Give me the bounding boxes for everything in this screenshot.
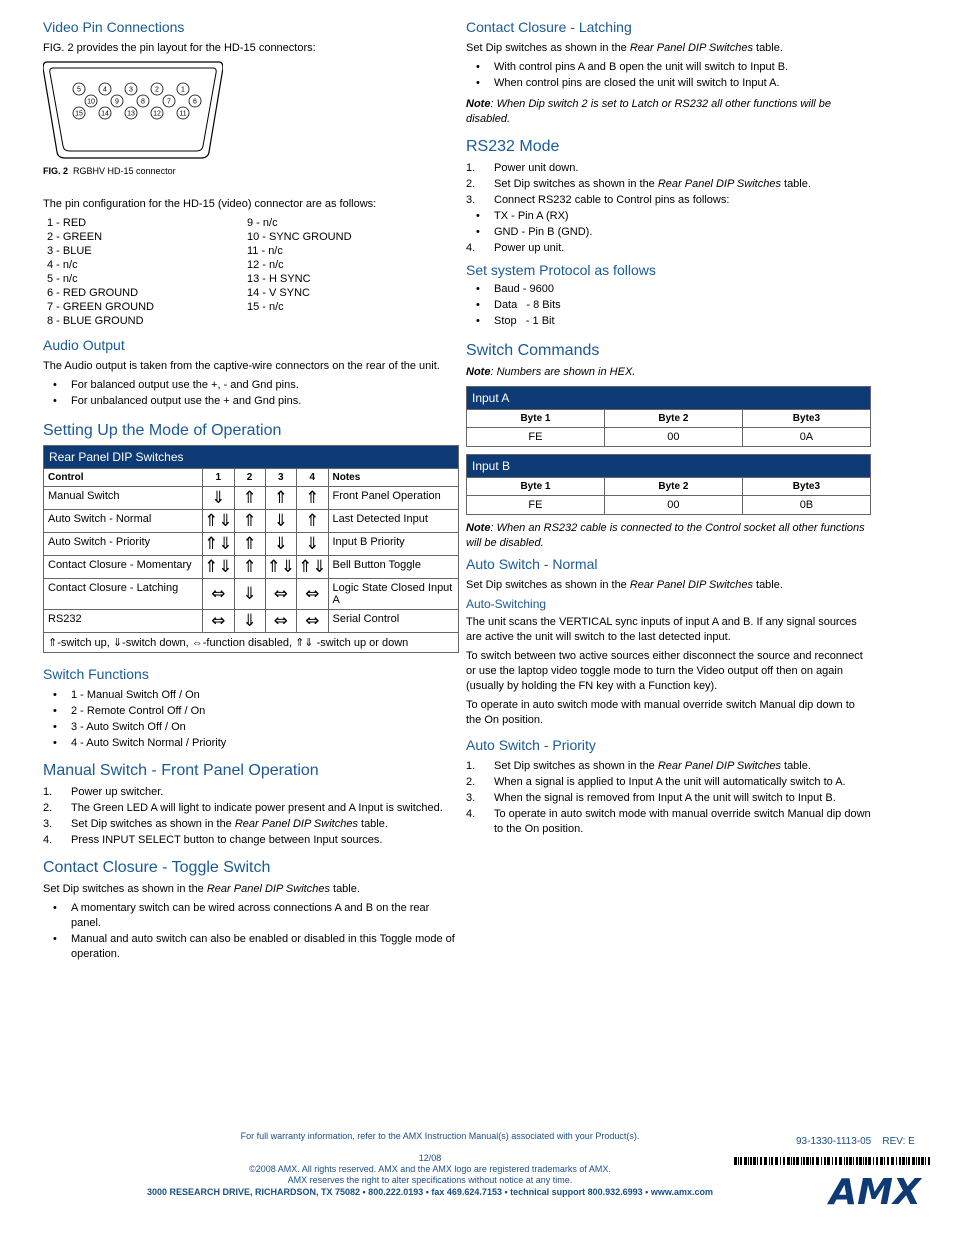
amx-logo-icon [815,1171,935,1209]
connector-pin-label: 11 [179,110,187,118]
functions-heading: Switch Functions [43,666,149,682]
dip-switch-state: ⇓ [265,533,297,556]
dip-switch-state: ⇔ [297,579,329,610]
dip-switch-state: ⇓ [265,510,297,533]
toggle-intro: Set Dip switches as shown in the Rear Panel DIP Switches table. [43,883,360,895]
rs232-step-4-list: Power up unit. [494,242,565,254]
rs232-steps: Power unit down. Set Dip switches as shown in the Rear Panel DIP Switches table. Connect RS232 cable to Control pins as follows: [466,161,871,208]
dip-row [44,487,459,510]
dip-switch-state: ⇑ [265,487,297,510]
dip-header-cell: 3 [265,469,297,487]
manual-heading: Manual Switch - Front Panel Operation [43,762,319,779]
dip-notes: Input B Priority [328,533,459,556]
connector-pin-label: 5 [77,86,81,94]
svg-text:AMX: AMX [829,1172,921,1209]
rs232-sub-list [466,209,871,240]
dip-header-cell: Control [44,469,203,487]
dip-header-cell: 1 [203,469,235,487]
footer-warranty: For full warranty information, refer to the AMX Instruction Manual(s) associated with your Product(s). [240,1131,640,1141]
audio-bullet: • For balanced output use the +, - and Gnd pins. [71,378,459,393]
audio-bullet: • For unbalanced output use the + and Gnd pins. [71,394,459,409]
hd15-connector-figure [43,60,223,160]
dip-control: Manual Switch [44,487,203,510]
dip-row [44,556,459,579]
input-b-table: Input B Byte 1 Byte 2 Byte3 FE 00 0B [466,454,871,515]
left-column [43,18,459,968]
function-item: • 2 - Remote Control Off / On [71,704,459,719]
dip-row [44,579,459,610]
function-item: • 3 - Auto Switch Off / On [71,720,459,735]
pin-item: 14 - V SYNC [247,287,310,299]
rs232-note: Note: When an RS232 cable is connected to the Control socket all other functions will be disabled. [466,522,865,549]
protocol-item: • Baud - 9600 [494,282,871,297]
dip-switch-state: ⇑ [234,556,265,579]
priority-steps: Set Dip switches as shown in the Rear Panel DIP Switches table. When a signal is applied to Input A the unit will automatically switch to A. When the signal is removed from Input A the unit will switch to Input B. To operate in auto switch mode with manual override switch Manual dip down to the On position. [494,760,871,835]
protocol-item: • Data - 8 Bits [494,298,871,313]
dip-notes: Logic State Closed Input A [328,579,459,610]
auto-normal-heading: Auto Switch - Normal [466,556,598,572]
pin-list [43,216,447,328]
dip-row [44,533,459,556]
function-item: • 1 - Manual Switch Off / On [71,688,459,703]
pin-item: 7 - GREEN GROUND [47,301,154,313]
dip-row [44,610,459,633]
dip-notes: Bell Button Toggle [328,556,459,579]
pin-item: 8 - BLUE GROUND [47,315,144,327]
connector-pin-label: 4 [103,86,107,94]
dip-control: Auto Switch - Normal [44,510,203,533]
dip-switch-state: ⇑⇓ [298,557,327,577]
connector-pin-label: 8 [141,98,145,106]
audio-heading: Audio Output [43,337,125,353]
audio-bullets [43,378,459,409]
protocol-heading: Set system Protocol as follows [466,262,656,278]
figure-caption: FIG. 2 RGBHV HD-15 connector [43,166,176,176]
pin-item: 13 - H SYNC [247,273,311,285]
pin-item: 12 - n/c [247,259,284,271]
connector-pin-label: 13 [127,110,135,118]
dip-switch-state: ⇑ [297,510,329,533]
function-item: • 4 - Auto Switch Normal / Priority [71,736,459,751]
audio-text: The Audio output is taken from the captive-wire connectors on the rear of the unit. [43,360,440,372]
dip-switch-state: ⇔ [297,610,329,633]
dip-switch-state: ⇑ [234,487,265,510]
dip-header-cell: 4 [297,469,329,487]
pin-item: 4 - n/c [47,259,78,271]
auto-switching-heading: Auto-Switching [466,597,547,611]
dip-notes: Front Panel Operation [328,487,459,510]
latch-bullets [466,60,871,91]
connector-pin-label: 3 [129,86,133,94]
dip-control: RS232 [44,610,203,633]
manual-step: Set Dip switches as shown in the Rear Panel DIP Switches table. [71,818,388,830]
dip-table-title: Rear Panel DIP Switches [44,446,459,469]
doc-number: 93-1330-1113-05 REV: E [796,1136,915,1147]
dip-control: Auto Switch - Priority [44,533,203,556]
dip-switch-state: ⇓ [203,487,235,510]
protocol-list [466,282,871,329]
connector-pin-label: 7 [167,98,171,106]
dip-switch-state: ⇓ [234,579,265,610]
pin-item: 9 - n/c [247,217,278,229]
pin-item: 1 - RED [47,217,87,229]
latch-heading: Contact Closure - Latching [466,19,632,35]
rs232-sub-item: • TX - Pin A (RX) [494,209,871,224]
dip-switch-state: ⇑ [234,533,265,556]
connector-pin-label: 12 [153,110,161,118]
dip-row [44,510,459,533]
pin-item: 10 - SYNC GROUND [247,231,352,243]
toggle-bullet: • Manual and auto switch can also be enabled or disabled in this Toggle mode of operation. [71,932,459,962]
latch-bullet: • When control pins are closed the unit will switch to Input A. [494,76,871,91]
auto-priority-heading: Auto Switch - Priority [466,737,596,753]
pin-item: 3 - BLUE [47,245,92,257]
priority-step-1: Set Dip switches as shown in the Rear Panel DIP Switches table. [494,760,811,772]
toggle-bullet: • A momentary switch can be wired across connections A and B on the rear panel. [71,901,459,931]
auto-para-3: To operate in auto switch mode with manual override switch Manual dip down to the On position. [466,699,855,726]
connector-pin-label: 10 [87,98,95,106]
dip-notes: Last Detected Input [328,510,459,533]
dip-switch-state: ⇑ [297,487,329,510]
dip-switch-state: ⇔ [265,610,297,633]
input-a-table: Input A Byte 1 Byte 2 Byte3 FE 00 0A [466,386,871,447]
video-pin-heading: Video Pin Connections [43,19,185,35]
rs232-sub-item: • GND - Pin B (GND). [494,225,871,240]
dip-switch-state: ⇑⇓ [266,557,295,577]
dip-header-cell: 2 [234,469,265,487]
dip-switch-state: ⇑⇓ [204,534,233,554]
dip-control: Contact Closure - Latching [44,579,203,610]
dip-switch-state: ⇑⇓ [204,557,233,577]
toggle-heading: Contact Closure - Toggle Switch [43,859,271,876]
connector-pin-label: 9 [115,98,119,106]
commands-heading: Switch Commands [466,342,600,359]
manual-step: Power up switcher. [71,786,164,798]
auto-normal-intro: Set Dip switches as shown in the Rear Panel DIP Switches table. [466,579,783,591]
dip-notes: Serial Control [328,610,459,633]
auto-para-2: To switch between two active sources either disconnect the source and reconnect or use the laptop video toggle mode to turn the Video output off then on again (usually by holding the FN key with a Function key). [466,650,863,692]
dip-header-cell: Notes [328,469,459,487]
connector-pin-label: 15 [75,110,83,118]
toggle-bullets [43,901,459,962]
hex-note: Note: Numbers are shown in HEX. [466,366,636,378]
dip-switch-state: ⇔ [203,610,235,633]
dip-switch-state: ⇔ [265,579,297,610]
connector-pin-label: 6 [193,98,197,106]
mode-heading: Setting Up the Mode of Operation [43,422,282,439]
pin-item: 5 - n/c [47,273,78,285]
rs232-step-2: Set Dip switches as shown in the Rear Panel DIP Switches table. [494,178,811,190]
dip-legend: ⇑-switch up, ⇓-switch down, ⇔-function disabled, ⇑⇓ -switch up or down [44,633,459,653]
dip-switch-state: ⇑ [234,510,265,533]
connector-pin-label: 2 [155,86,159,94]
latch-note: Note: When Dip switch 2 is set to Latch or RS232 all other functions will be disabled. [466,98,832,125]
manual-step: Press INPUT SELECT button to change between Input sources. [71,834,383,846]
protocol-item: • Stop - 1 Bit [494,314,871,329]
pin-item: 6 - RED GROUND [47,287,139,299]
manual-steps [43,785,459,848]
connector-pin-label: 1 [181,86,185,94]
pin-intro: The pin configuration for the HD-15 (video) connector are as follows: [43,198,377,210]
footer-legal: 12/08 ©2008 AMX. All rights reserved. AMX and the AMX logo are registered trademarks of AMX. AMX reserves the right to alter specifications without notice at any time. [249,1153,611,1185]
dip-switch-state: ⇓ [297,533,329,556]
barcode [734,1157,934,1165]
latch-intro: Set Dip switches as shown in the Rear Panel DIP Switches table. [466,42,783,54]
dip-switch-state: ⇑⇓ [204,511,233,531]
dip-switch-state: ⇔ [203,579,235,610]
dip-control: Contact Closure - Momentary [44,556,203,579]
footer-address: 3000 RESEARCH DRIVE, RICHARDSON, TX 75082 • 800.222.0193 • fax 469.624.7153 • technical support 800.932.6993 • www.amx.com [146,1187,714,1197]
rs232-heading: RS232 Mode [466,138,560,155]
auto-para-1: The unit scans the VERTICAL sync inputs of input A and B. If any signal sources are active the unit will switch to the last detected input. [466,616,857,643]
manual-step: The Green LED A will light to indicate power present and A Input is switched. [71,802,443,814]
amx-logo [815,1171,935,1209]
connector-pin-label: 14 [101,110,109,118]
pin-item: 15 - n/c [247,301,284,313]
functions-list [43,688,459,751]
pin-item: 11 - n/c [247,245,283,257]
right-column [466,18,871,843]
pin-item: 2 - GREEN [47,231,103,243]
video-intro: FIG. 2 provides the pin layout for the HD-15 connectors: [43,42,316,54]
latch-bullet: • With control pins A and B open the unit will switch to Input B. [494,60,871,75]
dip-switch-state: ⇓ [234,610,265,633]
dip-switch-table [43,445,459,653]
